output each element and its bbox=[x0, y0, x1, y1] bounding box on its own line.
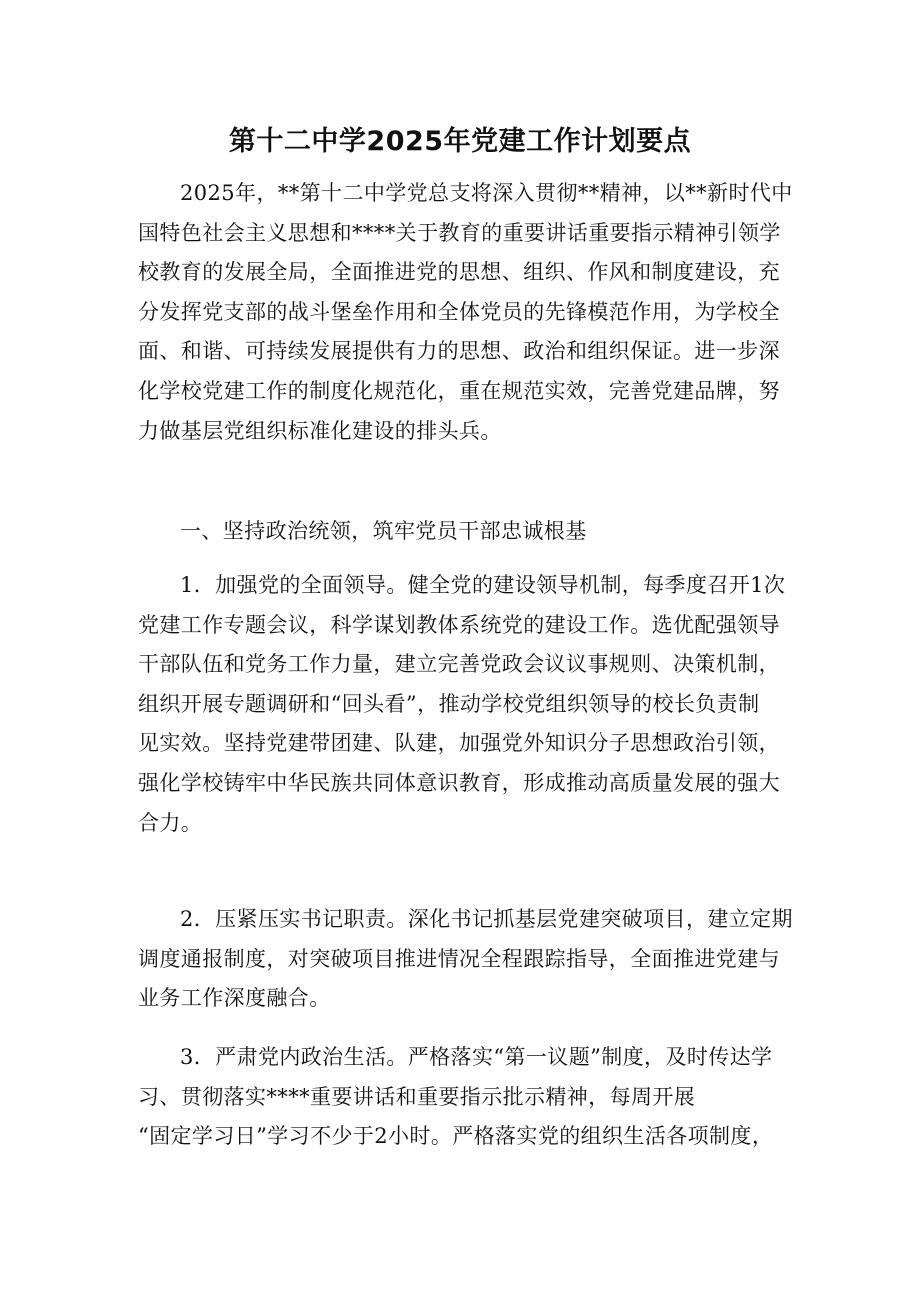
item-1-line: 合力。 bbox=[138, 810, 203, 835]
intro-line: 2025年，**第十二中学党总支将深入贯彻**精神，以**新时代中 bbox=[180, 181, 793, 205]
intro-line: 校教育的发展全局，全面推进党的思想、组织、作风和制度建设，充 bbox=[138, 260, 780, 285]
item-2-line: 2．压紧压实书记职责。深化书记抓基层党建突破项目，建立定期 bbox=[180, 907, 793, 931]
item-3-line: 3．严肃党内政治生活。严格落实“第一议题”制度，及时传达学 bbox=[180, 1045, 773, 1069]
item-2-line: 业务工作深度融合。 bbox=[138, 986, 331, 1011]
item-1-paragraph bbox=[138, 566, 798, 843]
intro-line: 国特色社会主义思想和****关于教育的重要讲话重要指示精神引领学 bbox=[138, 220, 781, 245]
item-2-paragraph bbox=[138, 900, 798, 1019]
intro-line: 面、和谐、可持续发展提供有力的思想、政治和组织保证。进一步深 bbox=[138, 339, 780, 364]
document-title: 第十二中学2025年党建工作计划要点 bbox=[228, 126, 692, 157]
intro-line: 力做基层党组织标准化建设的排头兵。 bbox=[138, 418, 502, 443]
item-2-line: 调度通报制度，对突破项目推进情况全程跟踪指导，全面推进党建与 bbox=[138, 946, 780, 971]
intro-line: 化学校党建工作的制度化规范化，重在规范实效，完善党建品牌，努 bbox=[138, 378, 780, 403]
section-heading bbox=[138, 512, 798, 552]
item-3-line: 习、贯彻落实****重要讲话和重要指示批示精神，每周开展 bbox=[138, 1084, 696, 1109]
intro-line: 分发挥党支部的战斗堡垒作用和全体党员的先锋模范作用，为学校全 bbox=[138, 299, 780, 324]
section-heading-text: 一、坚持政治统领，筑牢党员干部忠诚根基 bbox=[180, 519, 587, 543]
item-3-paragraph bbox=[138, 1038, 798, 1157]
item-1-line: 党建工作专题会议，科学谋划教体系统党的建设工作。选优配强领导 bbox=[138, 612, 780, 637]
item-1-line: 见实效。坚持党建带团建、队建，加强党外知识分子思想政治引领， bbox=[138, 731, 780, 756]
item-1-line: 组织开展专题调研和“回头看”，推动学校党组织领导的校长负责制 bbox=[138, 691, 760, 716]
item-1-line: 强化学校铸牢中华民族共同体意识教育，形成推动高质量发展的强大 bbox=[138, 770, 780, 795]
item-1-line: 干部队伍和党务工作力量，建立完善党政会议议事规则、决策机制， bbox=[138, 652, 780, 677]
item-1-line: 1．加强党的全面领导。健全党的建设领导机制，每季度召开1次 bbox=[180, 573, 786, 597]
item-3-line: “固定学习日”学习不少于2小时。严格落实党的组织生活各项制度， bbox=[138, 1124, 774, 1149]
intro-paragraph bbox=[138, 174, 798, 451]
